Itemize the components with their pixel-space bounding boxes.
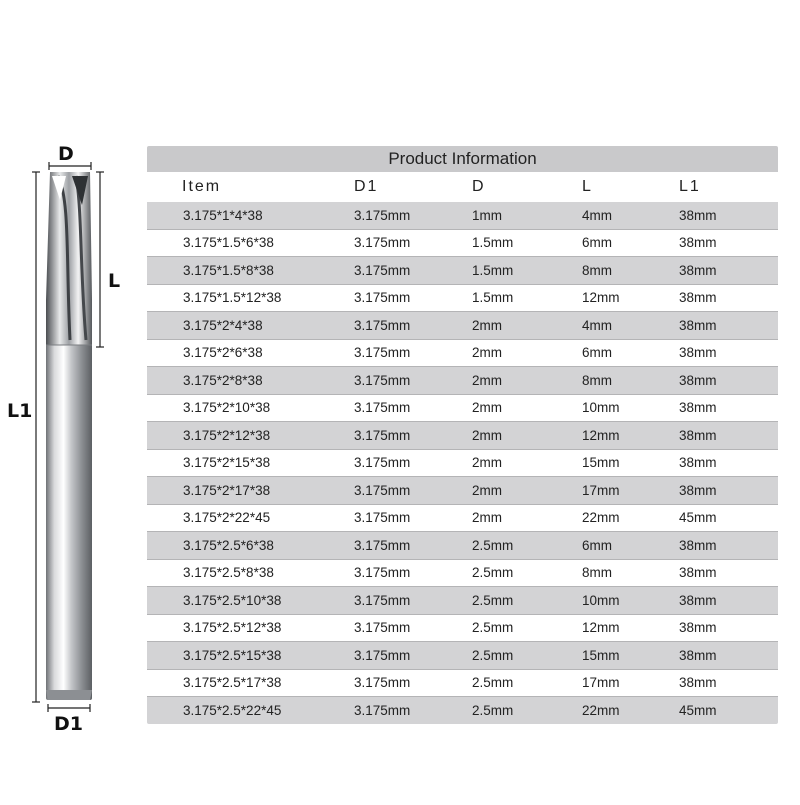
table-header-row (147, 172, 778, 202)
cell-d: 2.5mm (472, 565, 514, 581)
cell-d1: 3.175mm (354, 482, 411, 498)
cell-l: 17mm (582, 482, 620, 498)
cell-item: 3.175*2.5*8*38 (183, 565, 274, 581)
cell-l1: 38mm (679, 235, 717, 251)
cell-d1: 3.175mm (354, 207, 411, 223)
table-row (147, 642, 778, 670)
cell-item: 3.175*2*8*38 (183, 372, 263, 388)
cell-item: 3.175*2.5*22*45 (183, 702, 282, 718)
cell-l1: 38mm (679, 592, 717, 608)
cell-l: 22mm (582, 510, 620, 526)
cell-l1: 38mm (679, 565, 717, 581)
end-mill-diagram (0, 0, 140, 800)
cell-d: 2.5mm (472, 702, 514, 718)
header-d1: D1 (354, 178, 379, 195)
cell-l1: 38mm (679, 345, 717, 361)
cell-d1: 3.175mm (354, 675, 411, 691)
cell-item: 3.175*2*12*38 (183, 427, 271, 443)
table-row (147, 230, 778, 258)
cell-d1: 3.175mm (354, 345, 411, 361)
cell-d1: 3.175mm (354, 620, 411, 636)
table-row (147, 505, 778, 533)
cell-d1: 3.175mm (354, 510, 411, 526)
cell-d1: 3.175mm (354, 290, 411, 306)
cell-l: 17mm (582, 675, 620, 691)
cell-d: 1.5mm (472, 235, 514, 251)
header-l1: L1 (679, 178, 701, 195)
table-row (147, 422, 778, 450)
cell-d1: 3.175mm (354, 317, 411, 333)
cell-item: 3.175*2.5*10*38 (183, 592, 282, 608)
product-information-table (147, 146, 778, 724)
table-row (147, 560, 778, 588)
cell-d: 2.5mm (472, 592, 514, 608)
table-row (147, 587, 778, 615)
cell-l: 4mm (582, 207, 612, 223)
cell-item: 3.175*2.5*17*38 (183, 675, 282, 691)
cell-d1: 3.175mm (354, 235, 411, 251)
cell-d: 1.5mm (472, 262, 514, 278)
table-row (147, 202, 778, 230)
cell-l1: 38mm (679, 372, 717, 388)
cell-d: 2mm (472, 400, 502, 416)
cell-item: 3.175*2*17*38 (183, 482, 271, 498)
table-row (147, 312, 778, 340)
cell-item: 3.175*1*4*38 (183, 207, 263, 223)
cell-d: 2mm (472, 345, 502, 361)
cell-d: 2.5mm (472, 537, 514, 553)
cell-l1: 38mm (679, 537, 717, 553)
cell-l: 6mm (582, 235, 612, 251)
header-l: L (582, 178, 593, 195)
cell-l1: 38mm (679, 262, 717, 278)
l-label: L (108, 270, 121, 292)
cell-d: 2.5mm (472, 620, 514, 636)
cell-d: 2.5mm (472, 647, 514, 663)
table-row (147, 340, 778, 368)
cell-d: 1.5mm (472, 290, 514, 306)
header-item: Item (182, 178, 222, 195)
cell-item: 3.175*1.5*8*38 (183, 262, 274, 278)
cell-l: 10mm (582, 592, 620, 608)
cell-l: 12mm (582, 290, 620, 306)
cell-d1: 3.175mm (354, 565, 411, 581)
table-row (147, 697, 778, 724)
cell-l1: 38mm (679, 455, 717, 471)
table-title: Product Information (147, 146, 778, 172)
cell-d: 1mm (472, 207, 502, 223)
d-label: D (58, 143, 74, 165)
d1-label: D1 (54, 713, 83, 735)
l1-label: L1 (7, 400, 33, 422)
cell-d1: 3.175mm (354, 427, 411, 443)
cell-item: 3.175*2*22*45 (183, 510, 271, 526)
shank (46, 300, 92, 700)
cell-d: 2mm (472, 317, 502, 333)
cell-d: 2mm (472, 372, 502, 388)
cell-d: 2mm (472, 510, 502, 526)
table-row (147, 532, 778, 560)
cell-l: 15mm (582, 647, 620, 663)
cell-item: 3.175*2*10*38 (183, 400, 271, 416)
table-row (147, 477, 778, 505)
cell-l: 15mm (582, 455, 620, 471)
cell-item: 3.175*2.5*15*38 (183, 647, 282, 663)
cell-d: 2mm (472, 455, 502, 471)
cell-item: 3.175*1.5*6*38 (183, 235, 274, 251)
cell-l1: 38mm (679, 317, 717, 333)
cell-l: 8mm (582, 262, 612, 278)
cell-l1: 38mm (679, 647, 717, 663)
cell-l: 8mm (582, 565, 612, 581)
cell-d1: 3.175mm (354, 702, 411, 718)
table-row (147, 367, 778, 395)
cell-l1: 38mm (679, 427, 717, 443)
cell-l: 10mm (582, 400, 620, 416)
cell-d1: 3.175mm (354, 455, 411, 471)
table-row (147, 615, 778, 643)
cell-l: 22mm (582, 702, 620, 718)
cell-d: 2.5mm (472, 675, 514, 691)
cell-l: 6mm (582, 537, 612, 553)
table-row (147, 670, 778, 698)
cell-item: 3.175*1.5*12*38 (183, 290, 282, 306)
cell-d1: 3.175mm (354, 592, 411, 608)
cell-item: 3.175*2*6*38 (183, 345, 263, 361)
cell-d1: 3.175mm (354, 400, 411, 416)
cell-l1: 38mm (679, 207, 717, 223)
cell-d: 2mm (472, 482, 502, 498)
cell-item: 3.175*2*4*38 (183, 317, 263, 333)
cell-item: 3.175*2.5*12*38 (183, 620, 282, 636)
table-row (147, 395, 778, 423)
cell-item: 3.175*2.5*6*38 (183, 537, 274, 553)
header-d: D (472, 178, 486, 195)
cell-l: 12mm (582, 427, 620, 443)
cell-l1: 45mm (679, 702, 717, 718)
cell-d1: 3.175mm (354, 262, 411, 278)
table-row (147, 450, 778, 478)
cell-d1: 3.175mm (354, 537, 411, 553)
cell-d1: 3.175mm (354, 647, 411, 663)
cell-l1: 38mm (679, 290, 717, 306)
cell-l: 12mm (582, 620, 620, 636)
table-row (147, 257, 778, 285)
cell-l1: 38mm (679, 482, 717, 498)
cell-l1: 38mm (679, 675, 717, 691)
cell-l1: 38mm (679, 620, 717, 636)
cell-item: 3.175*2*15*38 (183, 455, 271, 471)
table-row (147, 285, 778, 313)
cell-d1: 3.175mm (354, 372, 411, 388)
cell-l: 4mm (582, 317, 612, 333)
cell-l: 8mm (582, 372, 612, 388)
cell-l1: 38mm (679, 400, 717, 416)
cell-l: 6mm (582, 345, 612, 361)
cell-l1: 45mm (679, 510, 717, 526)
cell-d: 2mm (472, 427, 502, 443)
table-body (147, 202, 778, 724)
